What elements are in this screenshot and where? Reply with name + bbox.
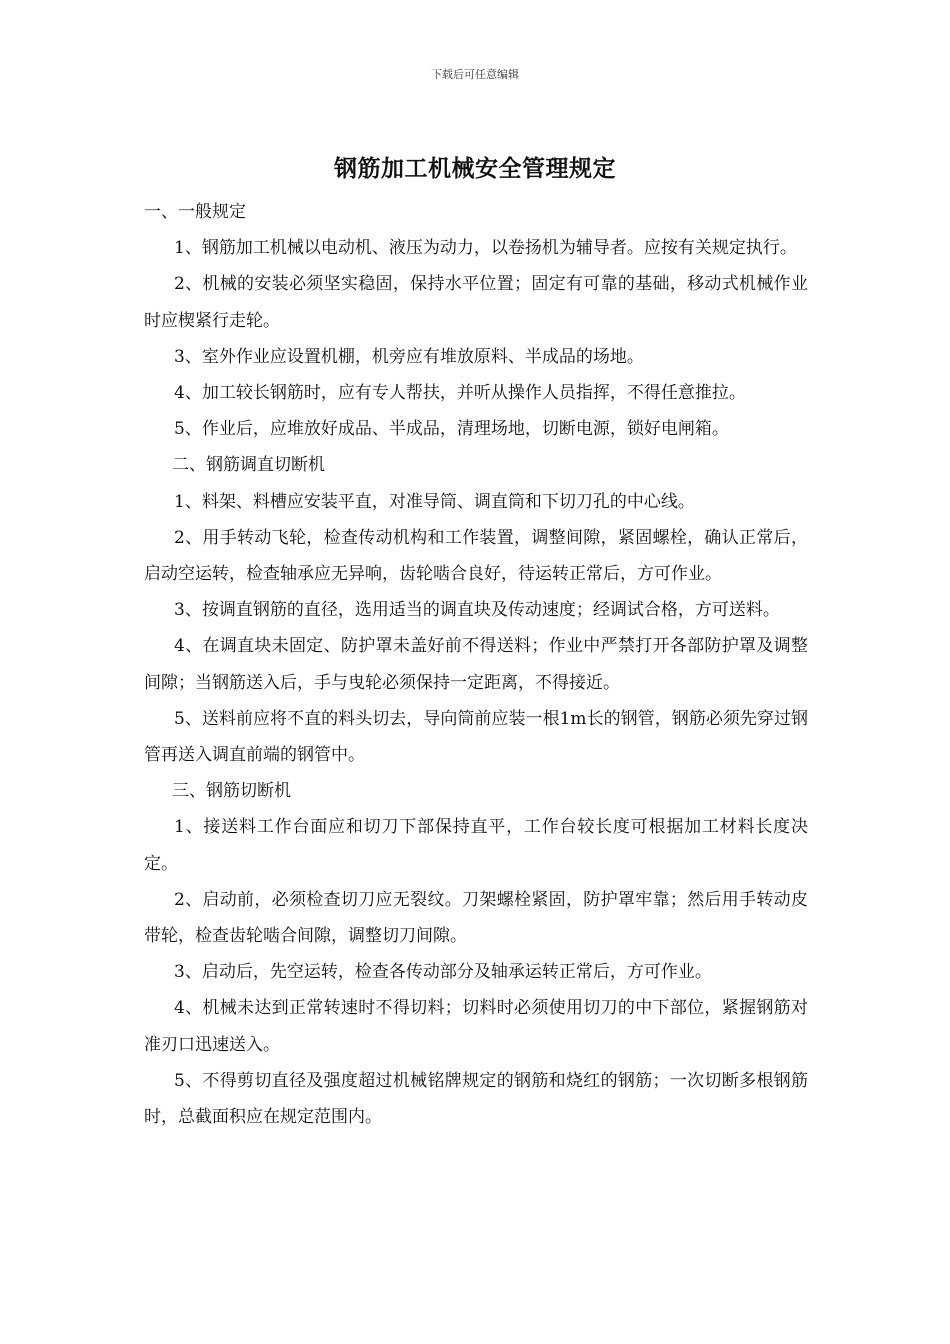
rule-paragraph: 4、机械未达到正常转速时不得切料；切料时必须使用切刀的中下部位，紧握钢筋对准刃口迅速送入。 [144, 998, 808, 1055]
rule-paragraph: 5、送料前应将不直的料头切去，导向筒前应装一根1m长的钢管，钢筋必须先穿过钢管再送入调直前端的钢管中。 [144, 708, 808, 766]
section-heading: 三、钢筋切断机 [172, 781, 291, 802]
section-heading: 二、钢筋调直切断机 [172, 455, 325, 476]
header-note: 下载后可任意编辑 [431, 68, 519, 81]
document-body [144, 194, 808, 1135]
section-heading: 一、一般规定 [144, 202, 246, 222]
rule-paragraph: 3、按调直钢筋的直径，选用适当的调直块及传动速度；经调试合格，方可送料。 [174, 600, 780, 621]
rule-paragraph: 3、启动后，先空运转，检查各传动部分及轴承运转正常后，方可作业。 [174, 962, 712, 983]
rule-paragraph: 2、机械的安装必须坚实稳固，保持水平位置；固定有可靠的基础，移动式机械作业时应楔紧行走轮。 [144, 274, 808, 331]
document-title: 钢筋加工机械安全管理规定 [334, 155, 616, 182]
rule-paragraph: 5、作业后，应堆放好成品、半成品，清理场地，切断电源，锁好电闸箱。 [174, 419, 729, 440]
rule-paragraph: 3、室外作业应设置机棚，机旁应有堆放原料、半成品的场地。 [174, 346, 644, 367]
rule-paragraph: 4、在调直块未固定、防护罩未盖好前不得送料；作业中严禁打开各部防护罩及调整间隙；当钢筋送入后，手与曳轮必须保持一定距离，不得接近。 [144, 636, 808, 693]
rule-paragraph: 1、钢筋加工机械以电动机、液压为动力，以卷扬机为辅导者。应按有关规定执行。 [174, 238, 797, 259]
rule-paragraph: 5、不得剪切直径及强度超过机械铭牌规定的钢筋和烧红的钢筋；一次切断多根钢筋时，总截面积应在规定范围内。 [144, 1070, 808, 1128]
rule-paragraph: 2、用手转动飞轮，检查传动机构和工作装置，调整间隙，紧固螺栓，确认正常后，启动空运转，检查轴承应无异响，齿轮啮合良好，待运转正常后，方可作业。 [144, 527, 808, 585]
rule-paragraph: 1、接送料工作台面应和切刀下部保持直平，工作台较长度可根据加工材料长度决定。 [144, 817, 808, 874]
rule-paragraph: 2、启动前，必须检查切刀应无裂纹。刀架螺栓紧固，防护罩牢靠；然后用手转动皮带轮，检查齿轮啮合间隙，调整切刀间隙。 [144, 889, 808, 947]
rule-paragraph: 1、料架、料槽应安装平直，对准导筒、调直筒和下切刀孔的中心线。 [174, 491, 695, 512]
rule-paragraph: 4、加工较长钢筋时，应有专人帮扶，并听从操作人员指挥，不得任意推拉。 [174, 383, 746, 404]
